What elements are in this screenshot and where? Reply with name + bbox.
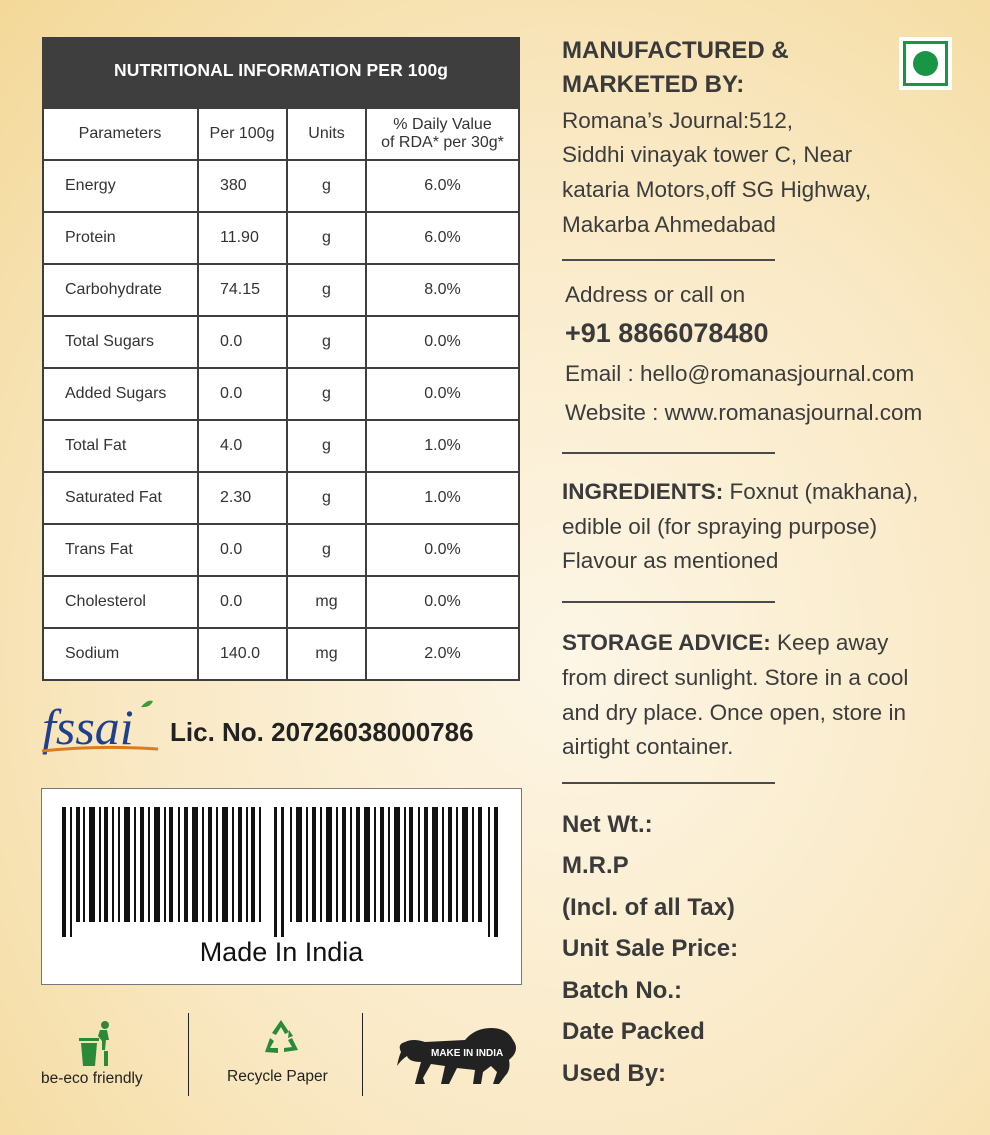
manufacturer-heading-1: MANUFACTURED & bbox=[562, 37, 789, 64]
contact-phone[interactable]: +91 8866078480 bbox=[565, 318, 769, 348]
cell-rda: 0.0% bbox=[366, 524, 519, 576]
table-row bbox=[43, 368, 519, 420]
table-row bbox=[43, 628, 519, 680]
table-row bbox=[43, 264, 519, 316]
date-packed-label: Date Packed bbox=[562, 1018, 705, 1045]
cell-rda: 0.0% bbox=[366, 316, 519, 368]
cell-rda: 2.0% bbox=[366, 628, 519, 680]
veg-mark-icon bbox=[899, 37, 952, 90]
cell-rda: 8.0% bbox=[366, 264, 519, 316]
cell-unit: g bbox=[287, 524, 366, 576]
table-row bbox=[43, 316, 519, 368]
ingredients-label: INGREDIENTS: bbox=[562, 479, 724, 504]
cell-per-100g: 0.0 bbox=[198, 524, 287, 576]
header-rda bbox=[366, 108, 519, 160]
net-weight-label: Net Wt.: bbox=[562, 811, 653, 838]
table-row bbox=[43, 160, 519, 212]
badge-divider-2 bbox=[362, 1013, 363, 1096]
cell-unit: g bbox=[287, 472, 366, 524]
table-row bbox=[43, 472, 519, 524]
cell-unit: g bbox=[287, 420, 366, 472]
address-line-3: kataria Motors,off SG Highway, bbox=[562, 177, 872, 202]
divider-4 bbox=[562, 782, 775, 784]
cell-parameter: Trans Fat bbox=[43, 524, 198, 576]
storage-line-1 bbox=[562, 626, 888, 660]
make-in-india-lion-icon bbox=[395, 1022, 521, 1086]
fssai-license: Lic. No. 20726038000786 bbox=[170, 717, 474, 747]
cell-unit: g bbox=[287, 212, 366, 264]
storage-line-3: and dry place. Once open, store in bbox=[562, 700, 906, 725]
table-row bbox=[43, 524, 519, 576]
header-units: Units bbox=[287, 108, 366, 160]
storage-line-2: from direct sunlight. Store in a cool bbox=[562, 665, 909, 690]
contact-intro: Address or call on bbox=[565, 282, 746, 307]
cell-parameter: Cholesterol bbox=[43, 576, 198, 628]
cell-unit: g bbox=[287, 368, 366, 420]
cell-rda: 6.0% bbox=[366, 160, 519, 212]
cell-parameter: Total Sugars bbox=[43, 316, 198, 368]
divider-3 bbox=[562, 601, 775, 603]
address-line-1: Romana’s Journal:512, bbox=[562, 108, 793, 133]
header-per-100g: Per 100g bbox=[198, 108, 287, 160]
cell-per-100g: 11.90 bbox=[198, 212, 287, 264]
cell-unit: g bbox=[287, 264, 366, 316]
cell-parameter: Energy bbox=[43, 160, 198, 212]
veg-mark-dot bbox=[913, 51, 938, 76]
divider-1 bbox=[562, 259, 775, 261]
cell-per-100g: 0.0 bbox=[198, 576, 287, 628]
recycle-icon bbox=[262, 1018, 300, 1058]
cell-per-100g: 380 bbox=[198, 160, 287, 212]
dustbin-icon bbox=[76, 1020, 116, 1068]
cell-per-100g: 140.0 bbox=[198, 628, 287, 680]
cell-parameter: Total Fat bbox=[43, 420, 198, 472]
header-parameters: Parameters bbox=[43, 108, 198, 160]
make-in-india-text: MAKE IN INDIA bbox=[431, 1048, 504, 1059]
cell-parameter: Carbohydrate bbox=[43, 264, 198, 316]
recycle-paper-label: Recycle Paper bbox=[227, 1068, 328, 1085]
cell-rda: 6.0% bbox=[366, 212, 519, 264]
storage-label: STORAGE ADVICE: bbox=[562, 630, 771, 655]
cell-unit: mg bbox=[287, 628, 366, 680]
ingredients-line-2: edible oil (for spraying purpose) bbox=[562, 514, 878, 539]
batch-no-label: Batch No.: bbox=[562, 977, 682, 1004]
cell-per-100g: 2.30 bbox=[198, 472, 287, 524]
cell-rda: 1.0% bbox=[366, 472, 519, 524]
contact-website[interactable]: Website : www.romanasjournal.com bbox=[565, 400, 923, 425]
table-row bbox=[43, 576, 519, 628]
nutrition-table bbox=[42, 37, 518, 681]
fssai-logo bbox=[40, 697, 160, 757]
address-line-4: Makarba Ahmedabad bbox=[562, 212, 776, 237]
manufacturer-heading-2: MARKETED BY: bbox=[562, 71, 745, 98]
ingredients-text-1: Foxnut (makhana), bbox=[723, 479, 919, 504]
mrp-tax-note: (Incl. of all Tax) bbox=[562, 894, 735, 921]
used-by-label: Used By: bbox=[562, 1060, 667, 1087]
cell-unit: g bbox=[287, 160, 366, 212]
cell-parameter: Saturated Fat bbox=[43, 472, 198, 524]
divider-2 bbox=[562, 452, 775, 454]
cell-rda: 0.0% bbox=[366, 368, 519, 420]
cell-per-100g: 0.0 bbox=[198, 316, 287, 368]
storage-line-4: airtight container. bbox=[562, 734, 734, 759]
header-rda-line2: of RDA* per 30g* bbox=[381, 134, 504, 151]
cell-per-100g: 4.0 bbox=[198, 420, 287, 472]
cell-per-100g: 0.0 bbox=[198, 368, 287, 420]
cell-parameter: Sodium bbox=[43, 628, 198, 680]
table-row bbox=[43, 212, 519, 264]
barcode bbox=[41, 788, 522, 985]
mrp-label: M.R.P bbox=[562, 852, 629, 879]
cell-per-100g: 74.15 bbox=[198, 264, 287, 316]
fssai-logo-text: fssai bbox=[42, 699, 134, 755]
address-line-2: Siddhi vinayak tower C, Near bbox=[562, 142, 853, 167]
cell-rda: 0.0% bbox=[366, 576, 519, 628]
ingredients-line-3: Flavour as mentioned bbox=[562, 548, 779, 573]
unit-sale-price-label: Unit Sale Price: bbox=[562, 935, 739, 962]
cell-parameter: Protein bbox=[43, 212, 198, 264]
storage-text-1: Keep away bbox=[770, 630, 889, 655]
barcode-caption: Made In India bbox=[199, 937, 364, 967]
nutrition-title: NUTRITIONAL INFORMATION PER 100g bbox=[43, 38, 519, 108]
badge-divider-1 bbox=[188, 1013, 189, 1096]
barcode-bars bbox=[62, 807, 502, 937]
table-row bbox=[43, 420, 519, 472]
contact-email[interactable]: Email : hello@romanasjournal.com bbox=[565, 361, 915, 386]
cell-parameter: Added Sugars bbox=[43, 368, 198, 420]
cell-rda: 1.0% bbox=[366, 420, 519, 472]
header-rda-line1: % Daily Value bbox=[393, 116, 492, 133]
ingredients-line-1 bbox=[562, 475, 918, 509]
eco-friendly-label: be-eco friendly bbox=[41, 1070, 143, 1087]
cell-unit: mg bbox=[287, 576, 366, 628]
cell-unit: g bbox=[287, 316, 366, 368]
